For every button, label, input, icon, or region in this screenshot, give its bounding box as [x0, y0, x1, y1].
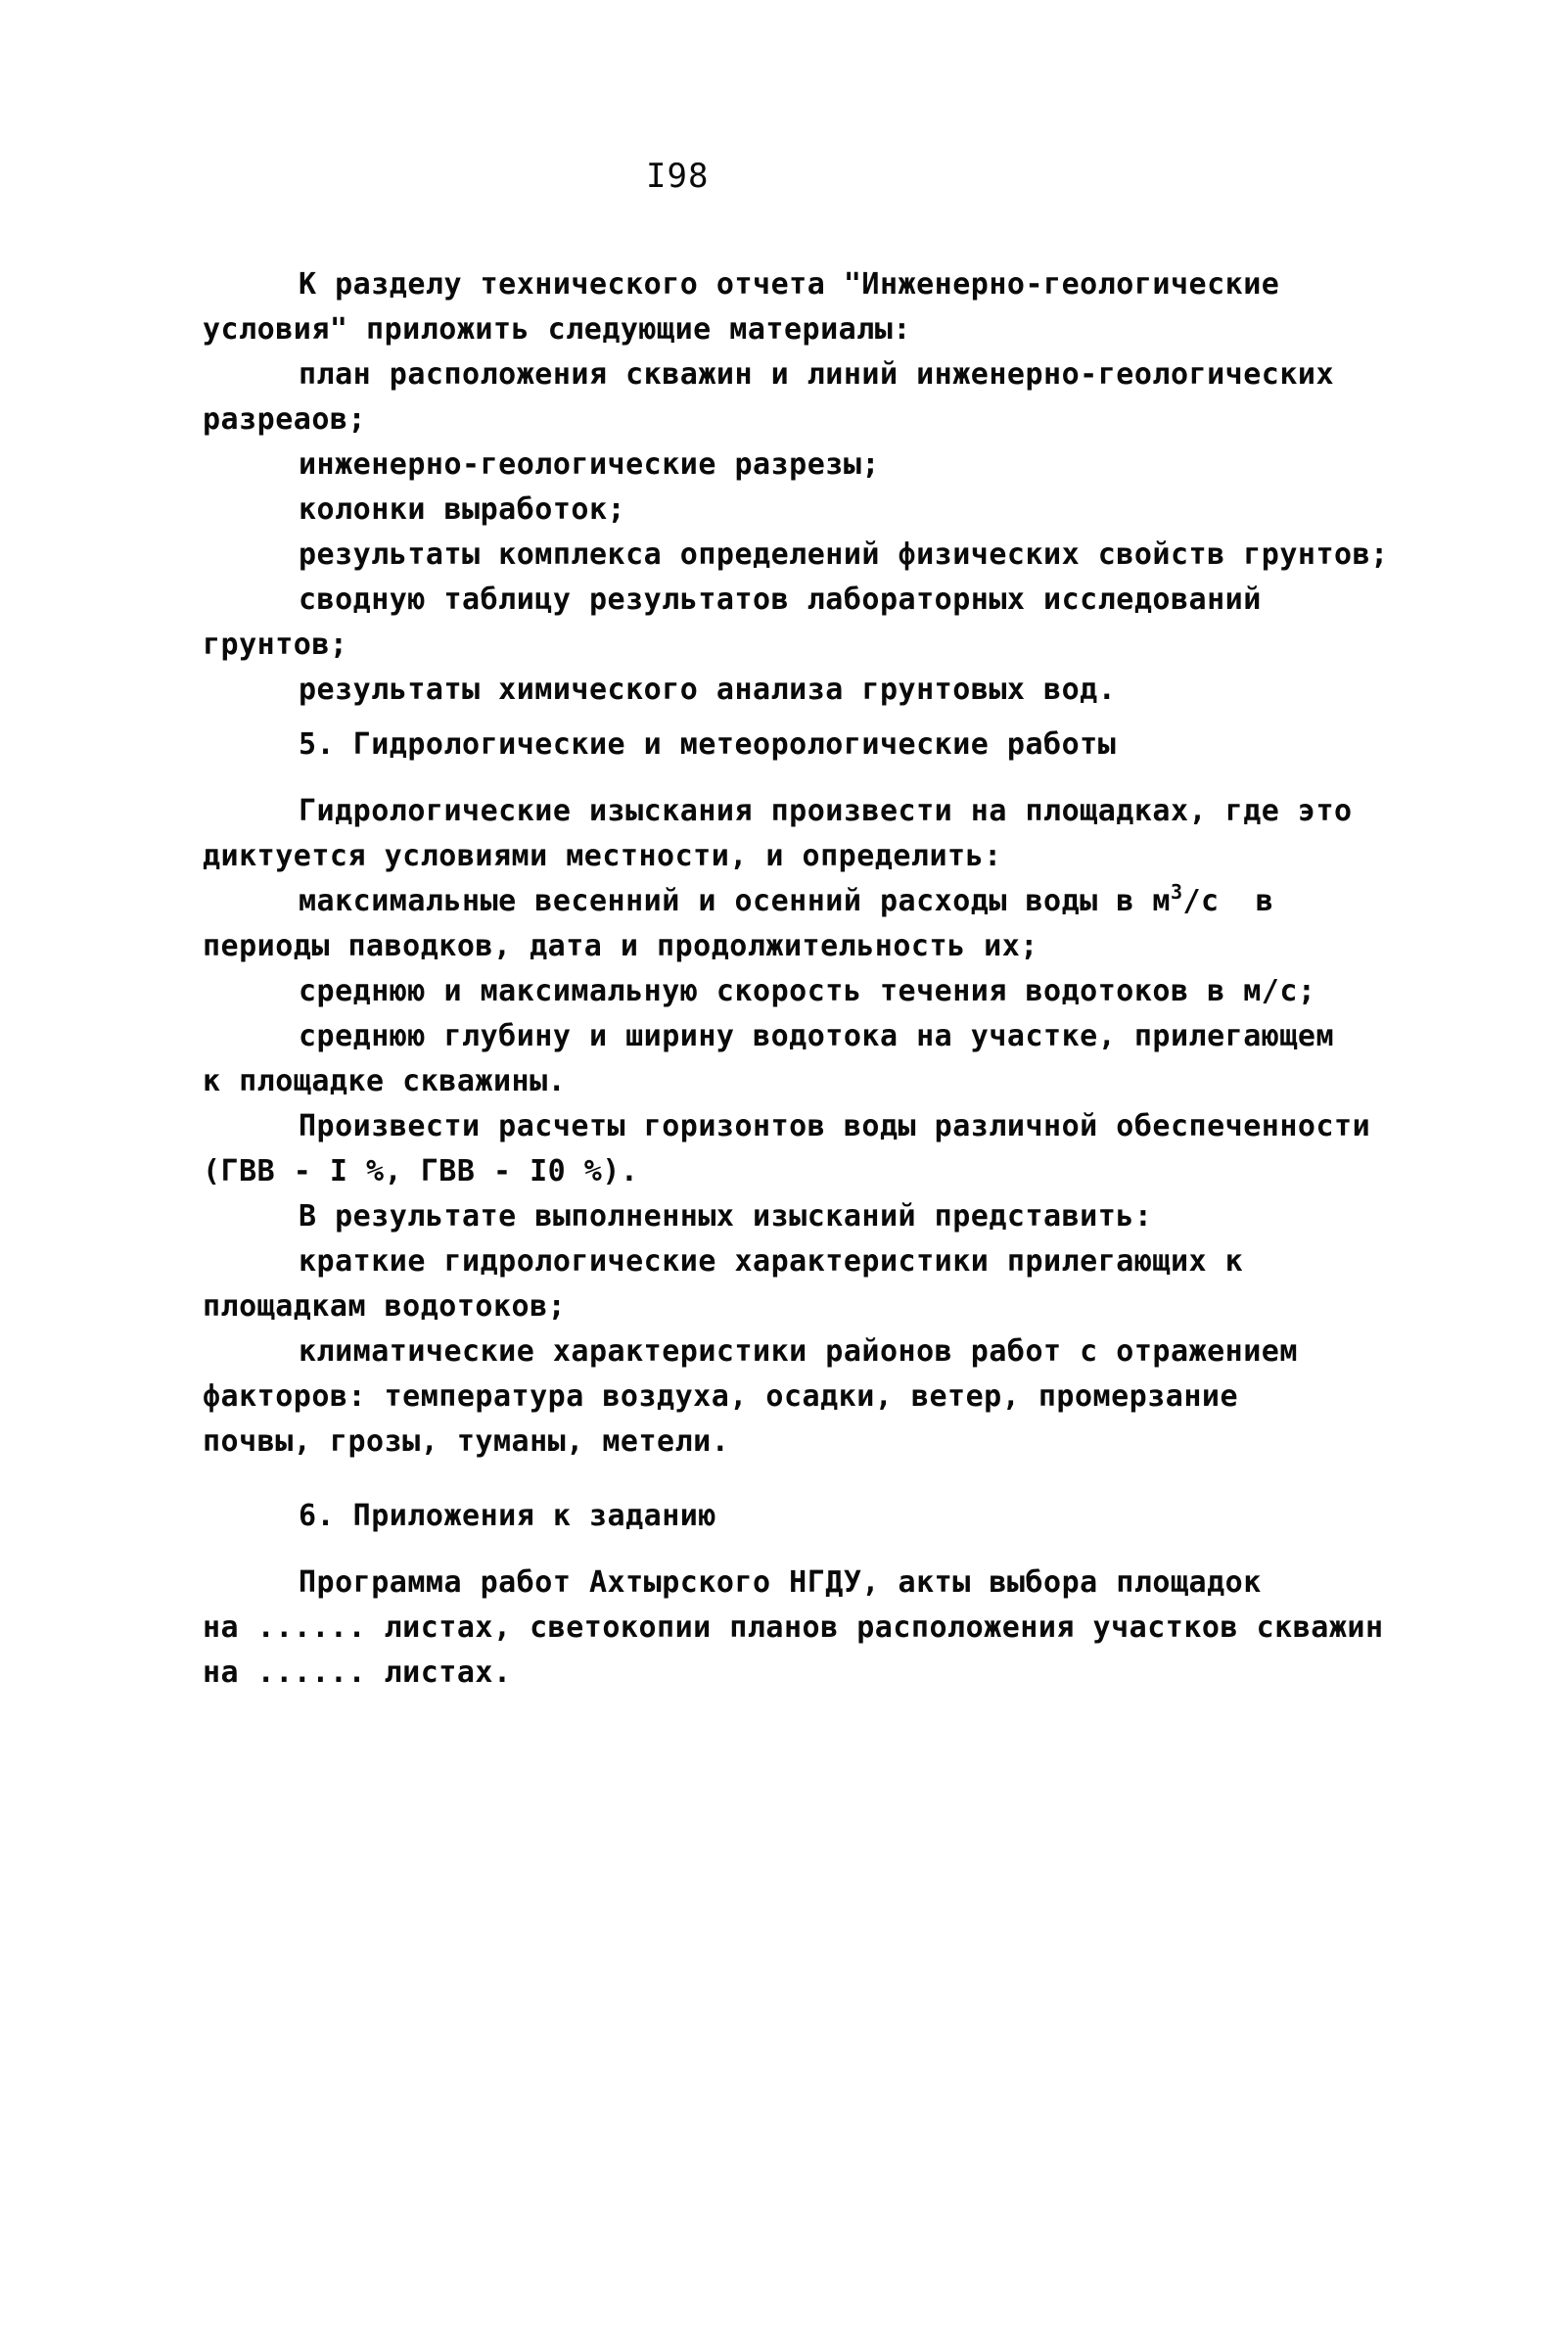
materials-item-2: инженерно-геологические разрезы;: [299, 447, 880, 482]
materials-item-5-line-2: грунтов;: [203, 628, 348, 662]
materials-item-1-line-2: разреаов;: [203, 402, 367, 437]
materials-intro-line-2: условия" приложить следующие материалы:: [203, 312, 911, 347]
page-number: I98: [646, 157, 710, 196]
materials-item-5-line-1: сводную таблицу результатов лабораторных исследований: [299, 582, 1262, 617]
materials-item-1-line-1: план расположения скважин и линий инженерно-геологических: [299, 357, 1335, 392]
cubic-superscript: 3: [1170, 880, 1183, 904]
attachments-line-3: на ...... листах.: [203, 1655, 512, 1690]
hydrology-para-1-line-1: Гидрологические изыскания произвести на площадках, где это: [299, 794, 1353, 828]
hydrology-item-4-line-1: краткие гидрологические характеристики прилегающих к: [299, 1244, 1244, 1279]
section-5-heading: 5. Гидрологические и метеорологические работы: [299, 727, 1117, 762]
hydrology-item-4-line-2: площадкам водотоков;: [203, 1289, 567, 1324]
hydrology-item-1-line-2: периоды паводков, дата и продолжительность их;: [203, 929, 1038, 963]
attachments-line-2: на ...... листах, светокопии планов расположения участков скважин: [203, 1610, 1384, 1645]
hydrology-item-2: среднюю и максимальную скорость течения водотоков в м/с;: [299, 974, 1316, 1008]
hydrology-para-1-line-2: диктуется условиями местности, и определить:: [203, 839, 1002, 873]
document-body: [203, 262, 1436, 1696]
materials-item-4: результаты комплекса определений физических свойств грунтов;: [299, 537, 1389, 572]
hydrology-item-3-line-1: среднюю глубину и ширину водотока на участке, прилегающем: [299, 1019, 1335, 1053]
attachments-line-1: Программа работ Ахтырского НГДУ, акты выбора площадок: [299, 1565, 1262, 1600]
climate-item-line-3: почвы, грозы, туманы, метели.: [203, 1424, 730, 1459]
climate-item-line-1: климатические характеристики районов работ с отражением: [299, 1334, 1298, 1369]
hydrology-para-3: В результате выполненных изысканий представить:: [299, 1199, 1153, 1234]
climate-item-line-2: факторов: температура воздуха, осадки, ветер, промерзание: [203, 1379, 1239, 1414]
hydrology-para-2-line-2: (ГВВ - I %, ГВВ - I0 %).: [203, 1154, 639, 1188]
hydrology-para-2-line-1: Произвести расчеты горизонтов воды различной обеспеченности: [299, 1109, 1371, 1143]
materials-item-6: результаты химического анализа грунтовых вод.: [299, 673, 1117, 707]
hydrology-item-1-text-a: максимальные весенний и осенний расходы воды в м: [299, 884, 1171, 918]
section-6-heading: 6. Приложения к заданию: [299, 1499, 716, 1533]
hydrology-item-3-line-2: к площадке скважины.: [203, 1064, 567, 1098]
hydrology-item-1-text-b: /с в: [1182, 884, 1274, 918]
materials-intro-line-1: К разделу технического отчета "Инженерно-геологические: [299, 267, 1280, 302]
hydrology-item-1-line-1: [203, 879, 1436, 924]
materials-item-3: колонки выработок;: [299, 492, 626, 527]
